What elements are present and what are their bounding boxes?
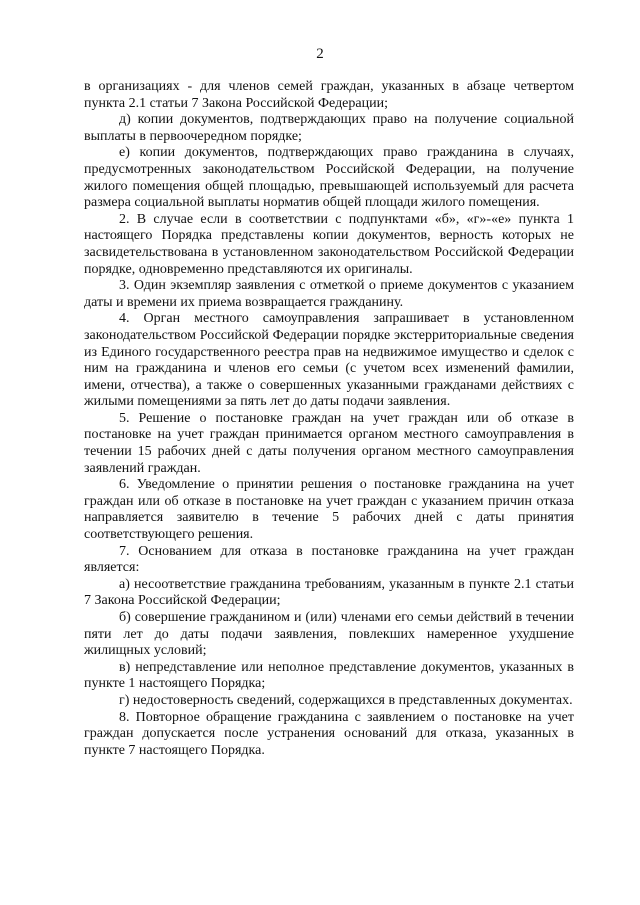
page-number: 2	[316, 46, 324, 62]
paragraph-subitem-b: б) совершение гражданином и (или) членами его семьи действий в течении пяти лет до даты подачи заявления, повлекших намеренное ухудшение жилищных условий;	[84, 610, 574, 659]
paragraph-item-5: 5. Решение о постановке граждан на учет граждан или об отказе в постановке на учет граждан принимается органом местного самоуправления в течении 15 рабочих дней с даты получения органом местного самоуправления заявлений граждан.	[84, 410, 574, 476]
paragraph-item-3: 3. Один экземпляр заявления с отметкой о приеме документов с указанием даты и времени их приема возвращается гражданину.	[84, 278, 574, 310]
paragraph-subitem-a: а) несоответствие гражданина требованиям, указанным в пункте 2.1 статьи 7 Закона Российской Федерации;	[84, 576, 574, 609]
document-body	[84, 79, 574, 759]
paragraph-subitem-v: в) непредставление или неполное представление документов, указанных в пункте 1 настоящего Порядка;	[84, 659, 574, 692]
paragraph-subitem-d: д) копии документов, подтверждающих право на получение социальной выплаты в первоочередном порядке;	[84, 112, 574, 144]
paragraph-item-2: 2. В случае если в соответствии с подпунктами «б», «г»-«е» пункта 1 настоящего Порядка представлены копии документов, верность которых не засвидетельствована в установленном законодательством Российской Федерации порядке, одновременно представляются их оригиналы.	[84, 211, 574, 277]
paragraph-item-8: 8. Повторное обращение гражданина с заявлением о постановке на учет граждан допускается после устранения оснований для отказа, указанных в пункте 7 настоящего Порядка.	[84, 709, 574, 758]
paragraph-subitem-e: е) копии документов, подтверждающих право гражданина в случаях, предусмотренных законодательством Российской Федерации, на получение жилого помещения общей площадью, превышающей используемый для расчета размера социальной выплаты норматив общей площади жилого помещения.	[84, 145, 574, 211]
paragraph-continuation: в организациях - для членов семей граждан, указанных в абзаце четвертом пункта 2.1 статьи 7 Закона Российской Федерации;	[84, 79, 574, 111]
paragraph-item-7: 7. Основанием для отказа в постановке гражданина на учет граждан является:	[84, 543, 574, 576]
paragraph-item-4: 4. Орган местного самоуправления запрашивает в установленном законодательством Российской Федерации порядке экстерриториальные сведения из Единого государственного реестра прав на недвижимое имущество и сделок с ним на гражданина и членов его семьи (с учетом всех изменений фамилии, имени, отчества), а также о совершенных указанными гражданами действиях с жилыми помещениями за пять лет до даты подачи заявления.	[84, 311, 574, 410]
paragraph-item-6: 6. Уведомление о принятии решения о постановке гражданина на учет граждан или об отказе в постановке на учет граждан с указанием причин отказа направляется заявителю в течение 5 рабочих дней с даты принятия соответствующего решения.	[84, 477, 574, 543]
paragraph-subitem-g: г) недостоверность сведений, содержащихся в представленных документах.	[119, 692, 573, 708]
